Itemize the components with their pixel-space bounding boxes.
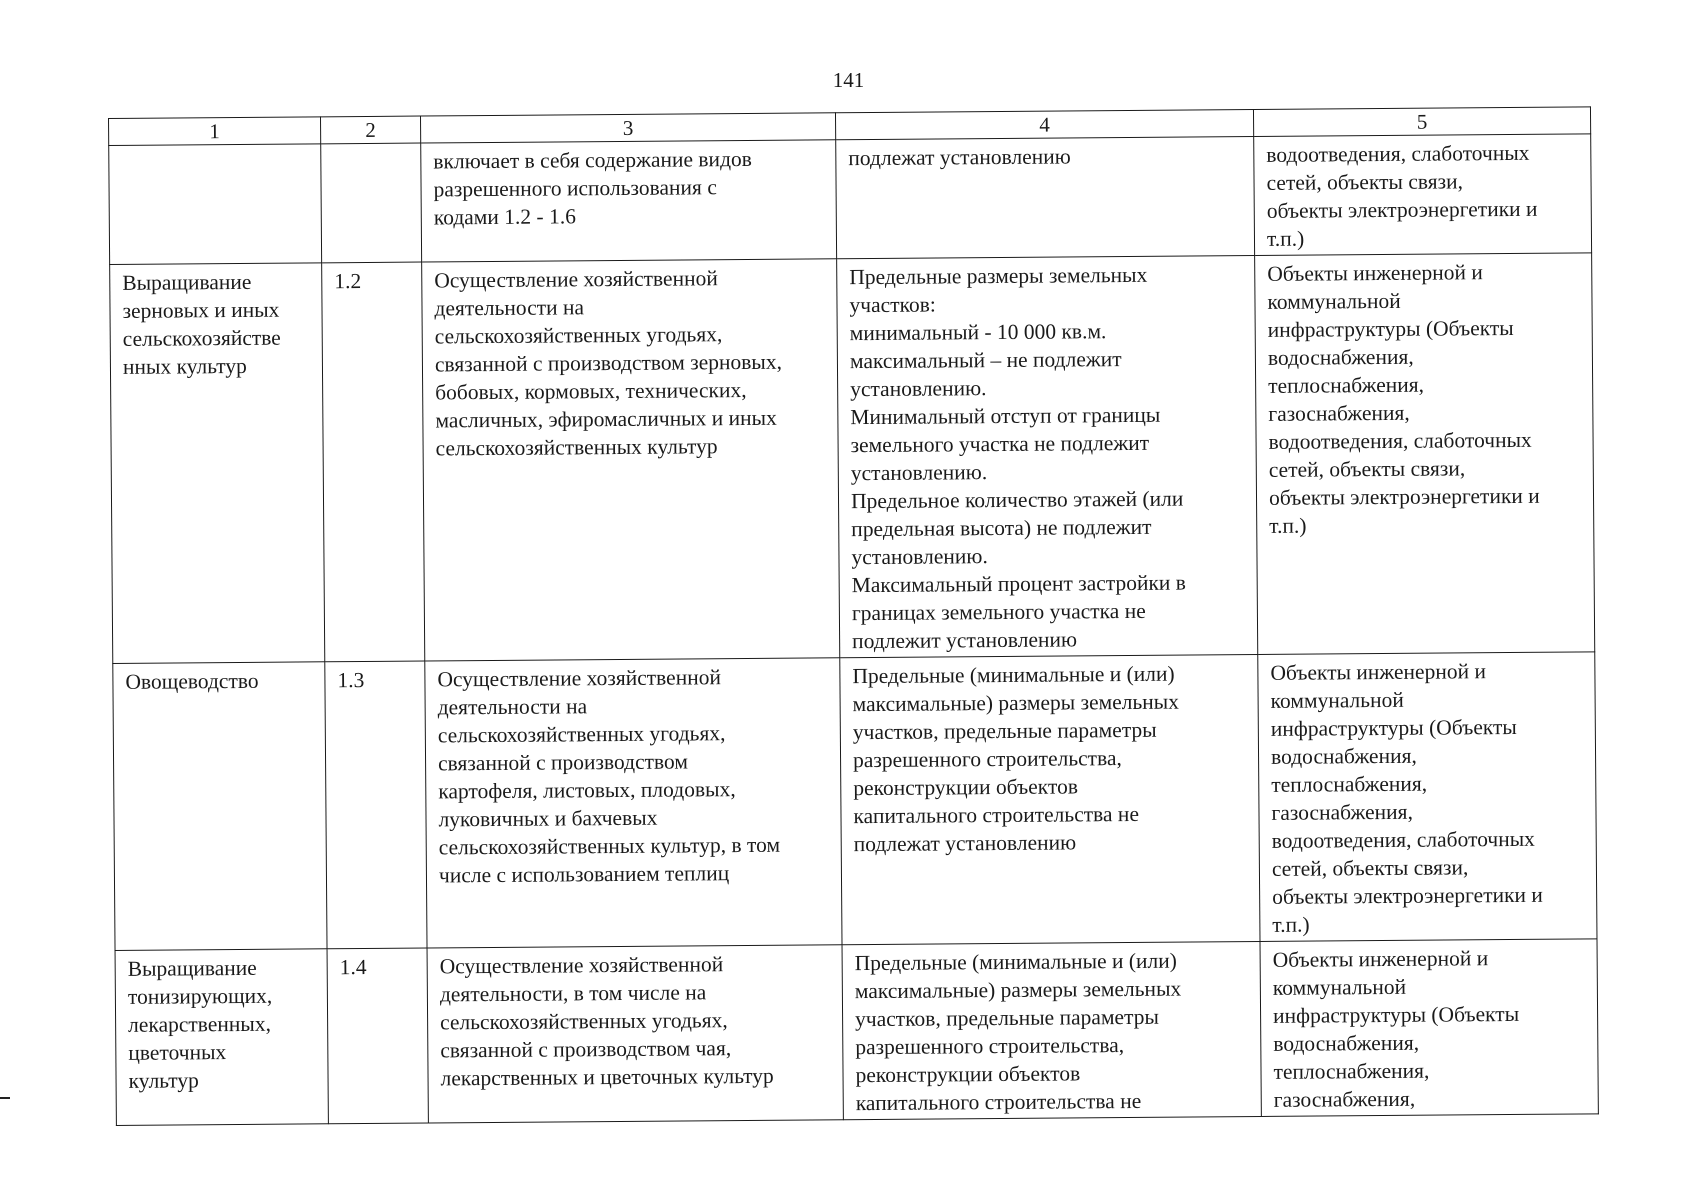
table-row <box>113 652 1597 951</box>
use-description-cell <box>427 945 843 1123</box>
use-description: Осуществление хозяйственной деятельности на сельскохозяйственных угодьях, связанной с производством зерновых, бобовых, кормовых, технических, масличных, эфиромасличных и иных сельскохозяйственных культур <box>434 266 783 461</box>
use-description-cell <box>422 259 840 661</box>
use-parameters-cell <box>842 941 1261 1119</box>
use-parameters: Предельные (минимальные и (или) максимальные) размеры земельных участков, предельные параметры разрешенного строительства, реконструкции объектов капитального строительства не <box>854 948 1182 1116</box>
use-name: Выращивание тонизирующих, лекарственных, цветочных культур <box>127 955 273 1093</box>
use-objects-cell <box>1258 652 1597 942</box>
use-parameters: подлежат установлению <box>848 144 1071 171</box>
table-row <box>115 939 1598 1126</box>
use-code-cell <box>325 661 427 949</box>
use-description: включает в себя содержание видов разрешенного использования с кодами 1.2 - 1.6 <box>433 146 752 230</box>
column-number: 5 <box>1253 107 1590 137</box>
use-description: Осуществление хозяйственной деятельности на сельскохозяйственных угодьях, связанной с производством картофеля, листовых, плодовых, луковичных и бахчевых сельскохозяйственных культур, в том числе с использованием теплиц <box>437 665 781 888</box>
use-parameters-cell <box>836 137 1255 259</box>
use-name-cell <box>113 662 327 951</box>
use-objects: Объекты инженерной и коммунальной инфраструктуры (Объекты водоснабжения, теплоснабжения, газоснабжения, водоотведения, слаботочных сетей, объекты связи, объекты электроэнергетики и т.п.) <box>1270 659 1543 937</box>
use-objects: водоотведения, слаботочных сетей, объекты связи, объекты электроэнергетики и т.п.) <box>1266 140 1538 251</box>
scan-edge-mark <box>0 1097 10 1099</box>
column-number: 3 <box>420 113 835 143</box>
use-name: Овощеводство <box>125 668 259 694</box>
use-name-cell <box>115 949 328 1126</box>
use-name-cell <box>110 263 325 664</box>
use-parameters-cell <box>837 255 1258 657</box>
use-objects-cell <box>1260 939 1598 1117</box>
table-row <box>110 253 1595 664</box>
use-description-cell <box>425 658 842 948</box>
use-description-cell <box>421 140 837 262</box>
use-description: Осуществление хозяйственной деятельности, в том числе на сельскохозяйственных угодьях, связанной с производством чая, лекарственных и цветочных культур <box>439 952 774 1091</box>
use-objects-cell <box>1254 134 1592 256</box>
use-code: 1.2 <box>334 269 362 294</box>
use-objects: Объекты инженерной и коммунальной инфраструктуры (Объекты водоснабжения, теплоснабжения, газоснабжения, <box>1272 946 1520 1112</box>
column-number: 4 <box>835 110 1253 140</box>
use-objects-cell <box>1255 253 1595 655</box>
use-code: 1.4 <box>339 954 367 980</box>
page-number: 141 <box>832 68 865 92</box>
use-parameters: Предельные (минимальные и (или) максимальные) размеры земельных участков, предельные параметры разрешенного строительства, реконструкции объектов капитального строительства не подлежат установлению <box>852 661 1180 857</box>
use-code: 1.3 <box>337 668 365 693</box>
use-name <box>121 148 310 149</box>
column-number: 2 <box>320 116 420 144</box>
use-name-cell <box>109 144 322 265</box>
use-code-cell <box>322 262 425 662</box>
use-objects: Объекты инженерной и коммунальной инфраструктуры (Объекты водоснабжения, теплоснабжения, газоснабжения, водоотведения, слаботочных сетей, объекты связи, объекты электроэнергетики и т.п.) <box>1267 260 1540 538</box>
column-number: 1 <box>109 117 321 146</box>
use-parameters: Предельные размеры земельных участков: минимальный - 10 000 кв.м. максимальный – не подлежит установлению. Минимальный отступ от границы земельного участка не подлежит установлению. Предельное количество этажей (или предельная высота) не подлежит установлению. Максимальный процент застройки в границах земельного участка не подлежит установлению <box>849 262 1187 654</box>
use-code-cell <box>321 143 422 263</box>
use-code-cell <box>327 948 428 1124</box>
use-code <box>333 148 410 149</box>
use-name: Выращивание зерновых и иных сельскохозяйстве нных культур <box>122 269 281 379</box>
table-row <box>109 134 1592 265</box>
land-use-table <box>108 106 1599 1126</box>
use-parameters-cell <box>840 654 1260 944</box>
